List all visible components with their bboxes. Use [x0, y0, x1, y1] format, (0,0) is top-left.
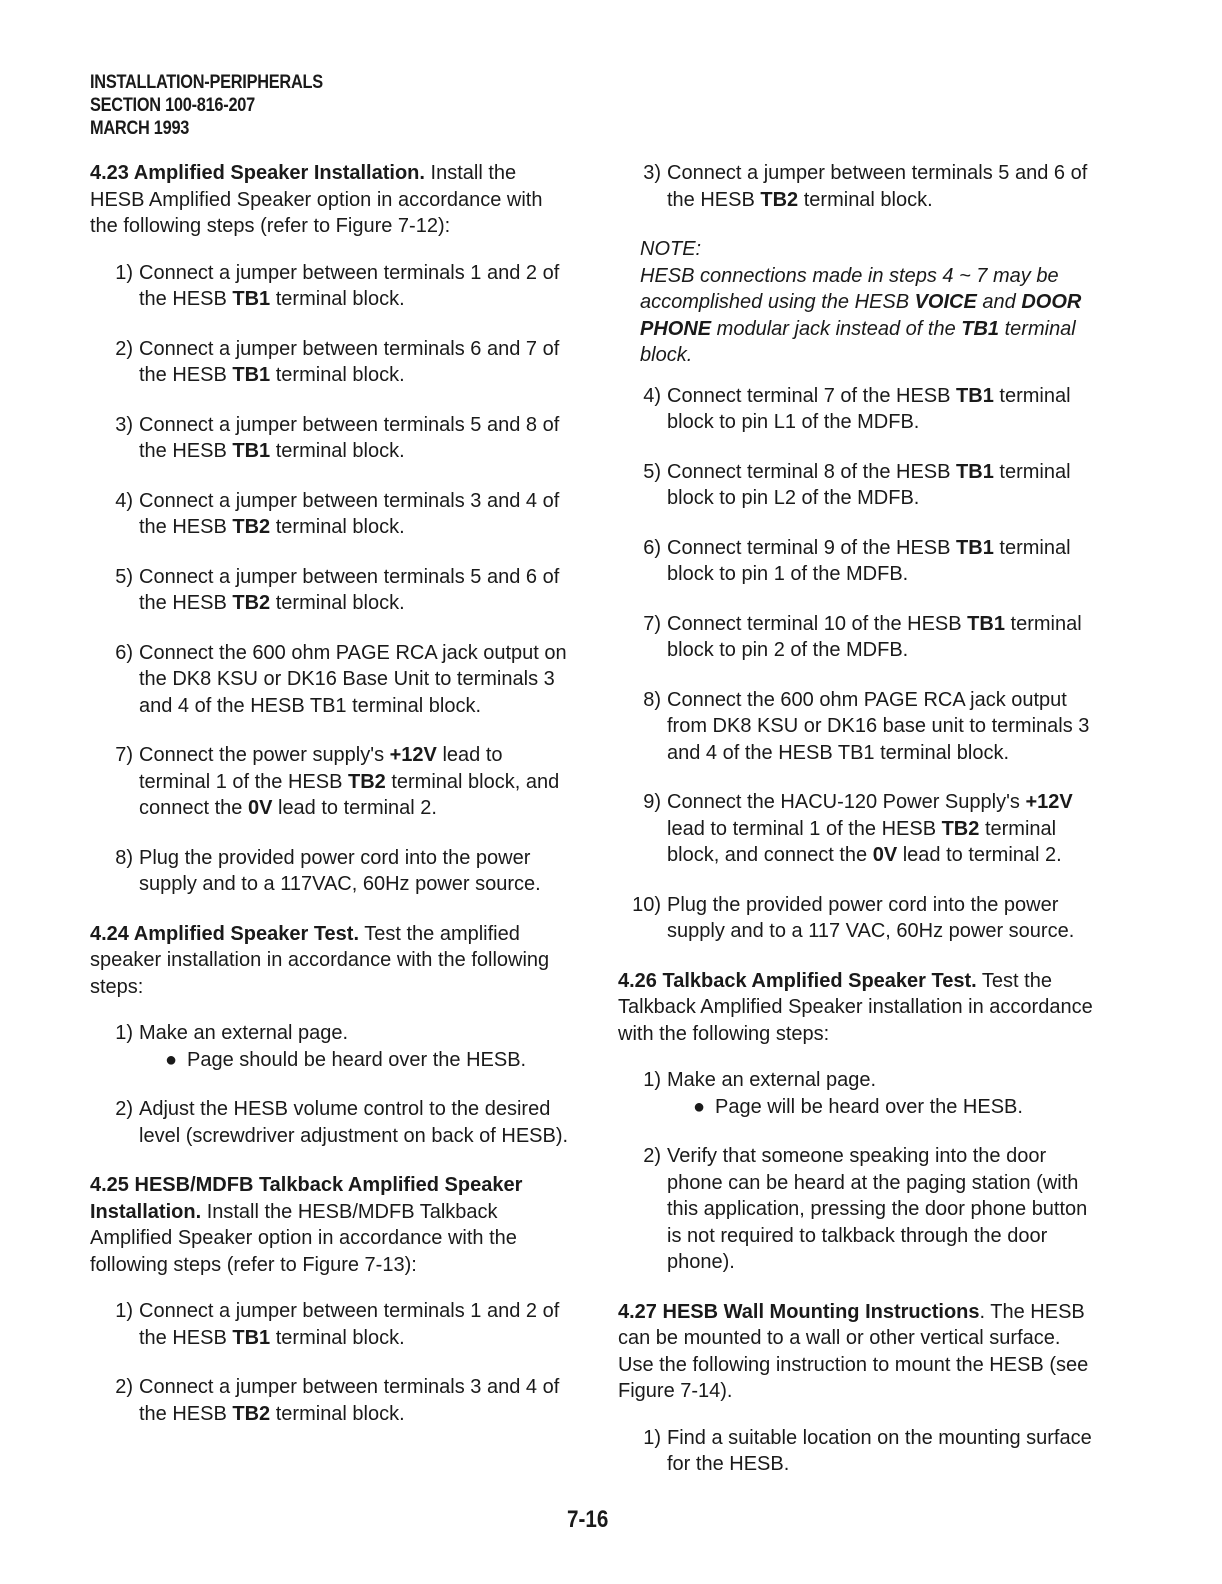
step-text: Make an external page. [139, 1022, 349, 1044]
steps-4-25-continued [618, 160, 1098, 213]
note-text [640, 263, 1098, 369]
step-item [618, 383, 1098, 436]
steps-4-23 [90, 260, 572, 898]
left-column [90, 160, 572, 1450]
step-bold: TB2 [347, 770, 386, 793]
steps-4-24 [90, 1020, 572, 1149]
step-text: Connect terminal 8 of the HESB [667, 460, 957, 483]
step-bold: +12V [389, 744, 437, 766]
step-text: Adjust the HESB volume control to the desired level (screwdriver adjustment on back of HESB). [139, 1098, 569, 1147]
step-text: Verify that someone speaking into the door phone can be heard at the paging station (with this application, pressing the door phone button is not required to talkback through the door phone). [667, 1145, 1088, 1273]
step-text: terminal block. [270, 1326, 405, 1349]
step-item [90, 742, 572, 822]
bullet-item [139, 1047, 572, 1074]
bullet-icon: ● [165, 1048, 178, 1071]
step-text: Plug the provided power cord into the power supply and to a 117 VAC, 60Hz power source. [667, 893, 1075, 942]
note-bold: TB1 [961, 317, 1000, 340]
step-item [90, 1298, 572, 1351]
step-text: terminal block to pin L2 of the MDFB. [667, 460, 1071, 509]
step-item [90, 336, 572, 389]
step-number: 4) [115, 489, 133, 512]
section-4-26 [618, 968, 1098, 1048]
step-number: 9) [643, 791, 661, 813]
section-title: Amplified Speaker Installation. [133, 162, 425, 184]
step-text: Find a suitable location on the mounting surface for the HESB. [667, 1426, 1092, 1475]
section-body: Test the amplified speaker installation in accordance with the following steps: [90, 922, 550, 998]
step-number: 1) [643, 1426, 661, 1449]
step-text: Connect the 600 ohm PAGE RCA jack output from DK8 KSU or DK16 base unit to terminals 3 and 4 of the HESB TB1 terminal block. [667, 688, 1090, 764]
step-number: 6) [115, 641, 133, 664]
running-header [90, 71, 323, 140]
step-bold: 0V [247, 797, 273, 819]
header-date: MARCH 1993 [90, 118, 190, 139]
step-item [90, 260, 572, 313]
step-item [618, 789, 1098, 869]
step-item [618, 1067, 1098, 1120]
step-text: Connect a jumper between terminals 1 and 2 of the HESB [139, 261, 560, 310]
step-number: 2) [115, 337, 133, 360]
step-text: Connect a jumper between terminals 3 and 4 of the HESB [139, 489, 560, 538]
steps-4-25 [90, 1298, 572, 1427]
step-text: terminal block. [270, 288, 405, 310]
step-bold: TB1 [232, 1326, 271, 1349]
bullet-text: Page will be heard over the HESB. [715, 1095, 1023, 1118]
step-item [618, 1425, 1098, 1478]
step-number: 2) [115, 1376, 133, 1398]
step-item [90, 1096, 572, 1149]
section-number: 4.26 [618, 969, 657, 992]
step-number: 5) [115, 565, 133, 588]
note-span: terminal block. [640, 317, 1076, 366]
step-item [618, 160, 1098, 213]
section-title: HESB Wall Mounting Instructions [662, 1300, 980, 1323]
step-bold: TB2 [232, 592, 271, 614]
step-item [618, 535, 1098, 588]
step-item [90, 1020, 572, 1073]
section-4-24 [90, 921, 572, 1001]
bullet-icon: ● [693, 1095, 706, 1118]
step-number: 8) [115, 846, 133, 869]
step-bold: TB1 [956, 460, 994, 483]
step-number: 1) [643, 1069, 661, 1091]
step-bold: TB1 [232, 440, 271, 462]
section-title: Amplified Speaker Test. [133, 922, 360, 945]
header-section: SECTION 100-816-207 [90, 95, 255, 116]
step-text: terminal block. [270, 516, 405, 538]
note-span: and [976, 291, 1022, 313]
note-span: HESB connections made in steps 4 ~ 7 may be accomplished using the HESB [640, 264, 1059, 313]
section-number: 4.25 [90, 1174, 129, 1196]
step-text: Connect a jumper between terminals 6 and 7 of the HESB [139, 337, 560, 386]
step-number: 5) [643, 460, 661, 483]
section-title: Talkback Amplified Speaker Test. [662, 969, 977, 992]
step-text: Connect terminal 9 of the HESB [667, 536, 957, 559]
step-bold: TB1 [956, 384, 994, 407]
step-bold: TB2 [232, 516, 271, 538]
step-text: terminal block. [270, 440, 405, 462]
step-item [618, 687, 1098, 767]
bullet-text: Page should be heard over the HESB. [187, 1048, 527, 1071]
step-item [90, 1374, 572, 1427]
step-number: 1) [115, 1300, 133, 1322]
step-text: Connect a jumper between terminals 5 and 8 of the HESB [139, 413, 560, 462]
right-column [618, 160, 1098, 1501]
step-item [618, 892, 1098, 945]
step-number: 6) [643, 536, 661, 559]
step-text: terminal block, and connect the [139, 770, 560, 819]
step-text: Connect terminal 10 of the HESB [667, 612, 968, 635]
step-number: 8) [643, 688, 661, 711]
steps-4-25-more [618, 383, 1098, 945]
section-body: Install the HESB/MDFB Talkback Amplified Speaker option in accordance with the following steps (refer to Figure 7-13): [90, 1200, 517, 1276]
step-bold: TB1 [232, 288, 271, 310]
section-number: 4.27 [618, 1300, 657, 1323]
step-number: 1) [115, 1022, 133, 1044]
step-text: Connect a jumper between terminals 5 and 6 of the HESB [139, 565, 560, 614]
section-body: . The HESB can be mounted to a wall or other vertical surface. Use the following instruction to mount the HESB (see Figure 7-14). [618, 1300, 1089, 1402]
step-text: lead to terminal 2. [272, 797, 437, 819]
step-number: 1) [115, 261, 133, 284]
bullet-list [667, 1094, 1098, 1121]
step-text: lead to terminal 2. [897, 844, 1062, 866]
step-text: terminal block to pin 2 of the MDFB. [667, 612, 1082, 661]
step-bold: +12V [1025, 791, 1073, 813]
section-4-27 [618, 1299, 1098, 1405]
step-text: lead to terminal 1 of the HESB [139, 744, 503, 793]
step-bold: TB1 [232, 364, 271, 386]
step-text: terminal block to pin L1 of the MDFB. [667, 384, 1071, 433]
section-body: Test the Talkback Amplified Speaker installation in accordance with the following steps: [618, 969, 1093, 1045]
step-text: terminal block. [270, 592, 405, 614]
step-text: Connect terminal 7 of the HESB [667, 384, 957, 407]
page-number: 7-16 [567, 1506, 609, 1533]
step-bold: TB2 [232, 1402, 271, 1425]
note-span: modular jack instead of the [711, 317, 962, 340]
bullet-list [139, 1047, 572, 1074]
section-body: Install the HESB Amplified Speaker option in accordance with the following steps (refer to Figure 7-12): [90, 162, 543, 237]
step-number: 10) [632, 893, 661, 916]
step-item [90, 564, 572, 617]
step-item [618, 611, 1098, 664]
step-bold: TB2 [760, 188, 799, 211]
step-text: lead to terminal 1 of the HESB [667, 817, 942, 840]
step-text: terminal block, and connect the [667, 817, 1057, 866]
step-text: terminal block. [798, 188, 933, 211]
step-text: Connect a jumper between terminals 3 and 4 of the HESB [139, 1376, 560, 1425]
step-number: 4) [643, 384, 661, 407]
section-number: 4.24 [90, 922, 129, 945]
section-4-25 [90, 1172, 572, 1278]
note-bold: VOICE [914, 291, 977, 313]
header-title: INSTALLATION-PERIPHERALS [90, 72, 323, 93]
step-number: 3) [115, 413, 133, 436]
step-text: terminal block. [270, 1402, 405, 1425]
step-text: Connect the HACU-120 Power Supply's [667, 791, 1026, 813]
steps-4-26 [618, 1067, 1098, 1276]
step-item [618, 459, 1098, 512]
steps-4-27 [618, 1425, 1098, 1478]
step-number: 2) [115, 1098, 133, 1120]
step-bold: TB1 [967, 612, 1005, 635]
step-text: terminal block to pin 1 of the MDFB. [667, 536, 1071, 585]
note-label: NOTE: [640, 238, 702, 260]
step-number: 2) [643, 1145, 661, 1167]
step-item [90, 488, 572, 541]
step-bold: 0V [872, 844, 898, 866]
step-bold: TB2 [941, 817, 980, 840]
section-title: HESB/MDFB Talkback Amplified Speaker Installation. [90, 1174, 523, 1223]
bullet-item [667, 1094, 1098, 1121]
note-block [640, 236, 1098, 369]
step-item [90, 845, 572, 898]
step-number: 7) [643, 612, 661, 635]
step-item [90, 412, 572, 465]
section-number: 4.23 [90, 162, 129, 184]
step-number: 7) [115, 744, 133, 766]
step-text: Plug the provided power cord into the power supply and to a 117VAC, 60Hz power source. [139, 846, 541, 895]
step-text: Connect a jumper between terminals 5 and 6 of the HESB [667, 162, 1088, 211]
step-text: Connect a jumper between terminals 1 and 2 of the HESB [139, 1300, 560, 1349]
step-text: Make an external page. [667, 1069, 877, 1091]
step-number: 3) [643, 162, 661, 184]
step-item [618, 1143, 1098, 1276]
step-bold: TB1 [956, 536, 994, 559]
step-text: terminal block. [270, 364, 405, 386]
step-text: Connect the power supply's [139, 744, 390, 766]
step-text: Connect the 600 ohm PAGE RCA jack output on the DK8 KSU or DK16 Base Unit to terminals 3 and 4 of the HESB TB1 terminal block. [139, 641, 567, 717]
note-bold: DOOR PHONE [640, 291, 1082, 340]
step-item [90, 640, 572, 720]
section-4-23 [90, 160, 572, 240]
